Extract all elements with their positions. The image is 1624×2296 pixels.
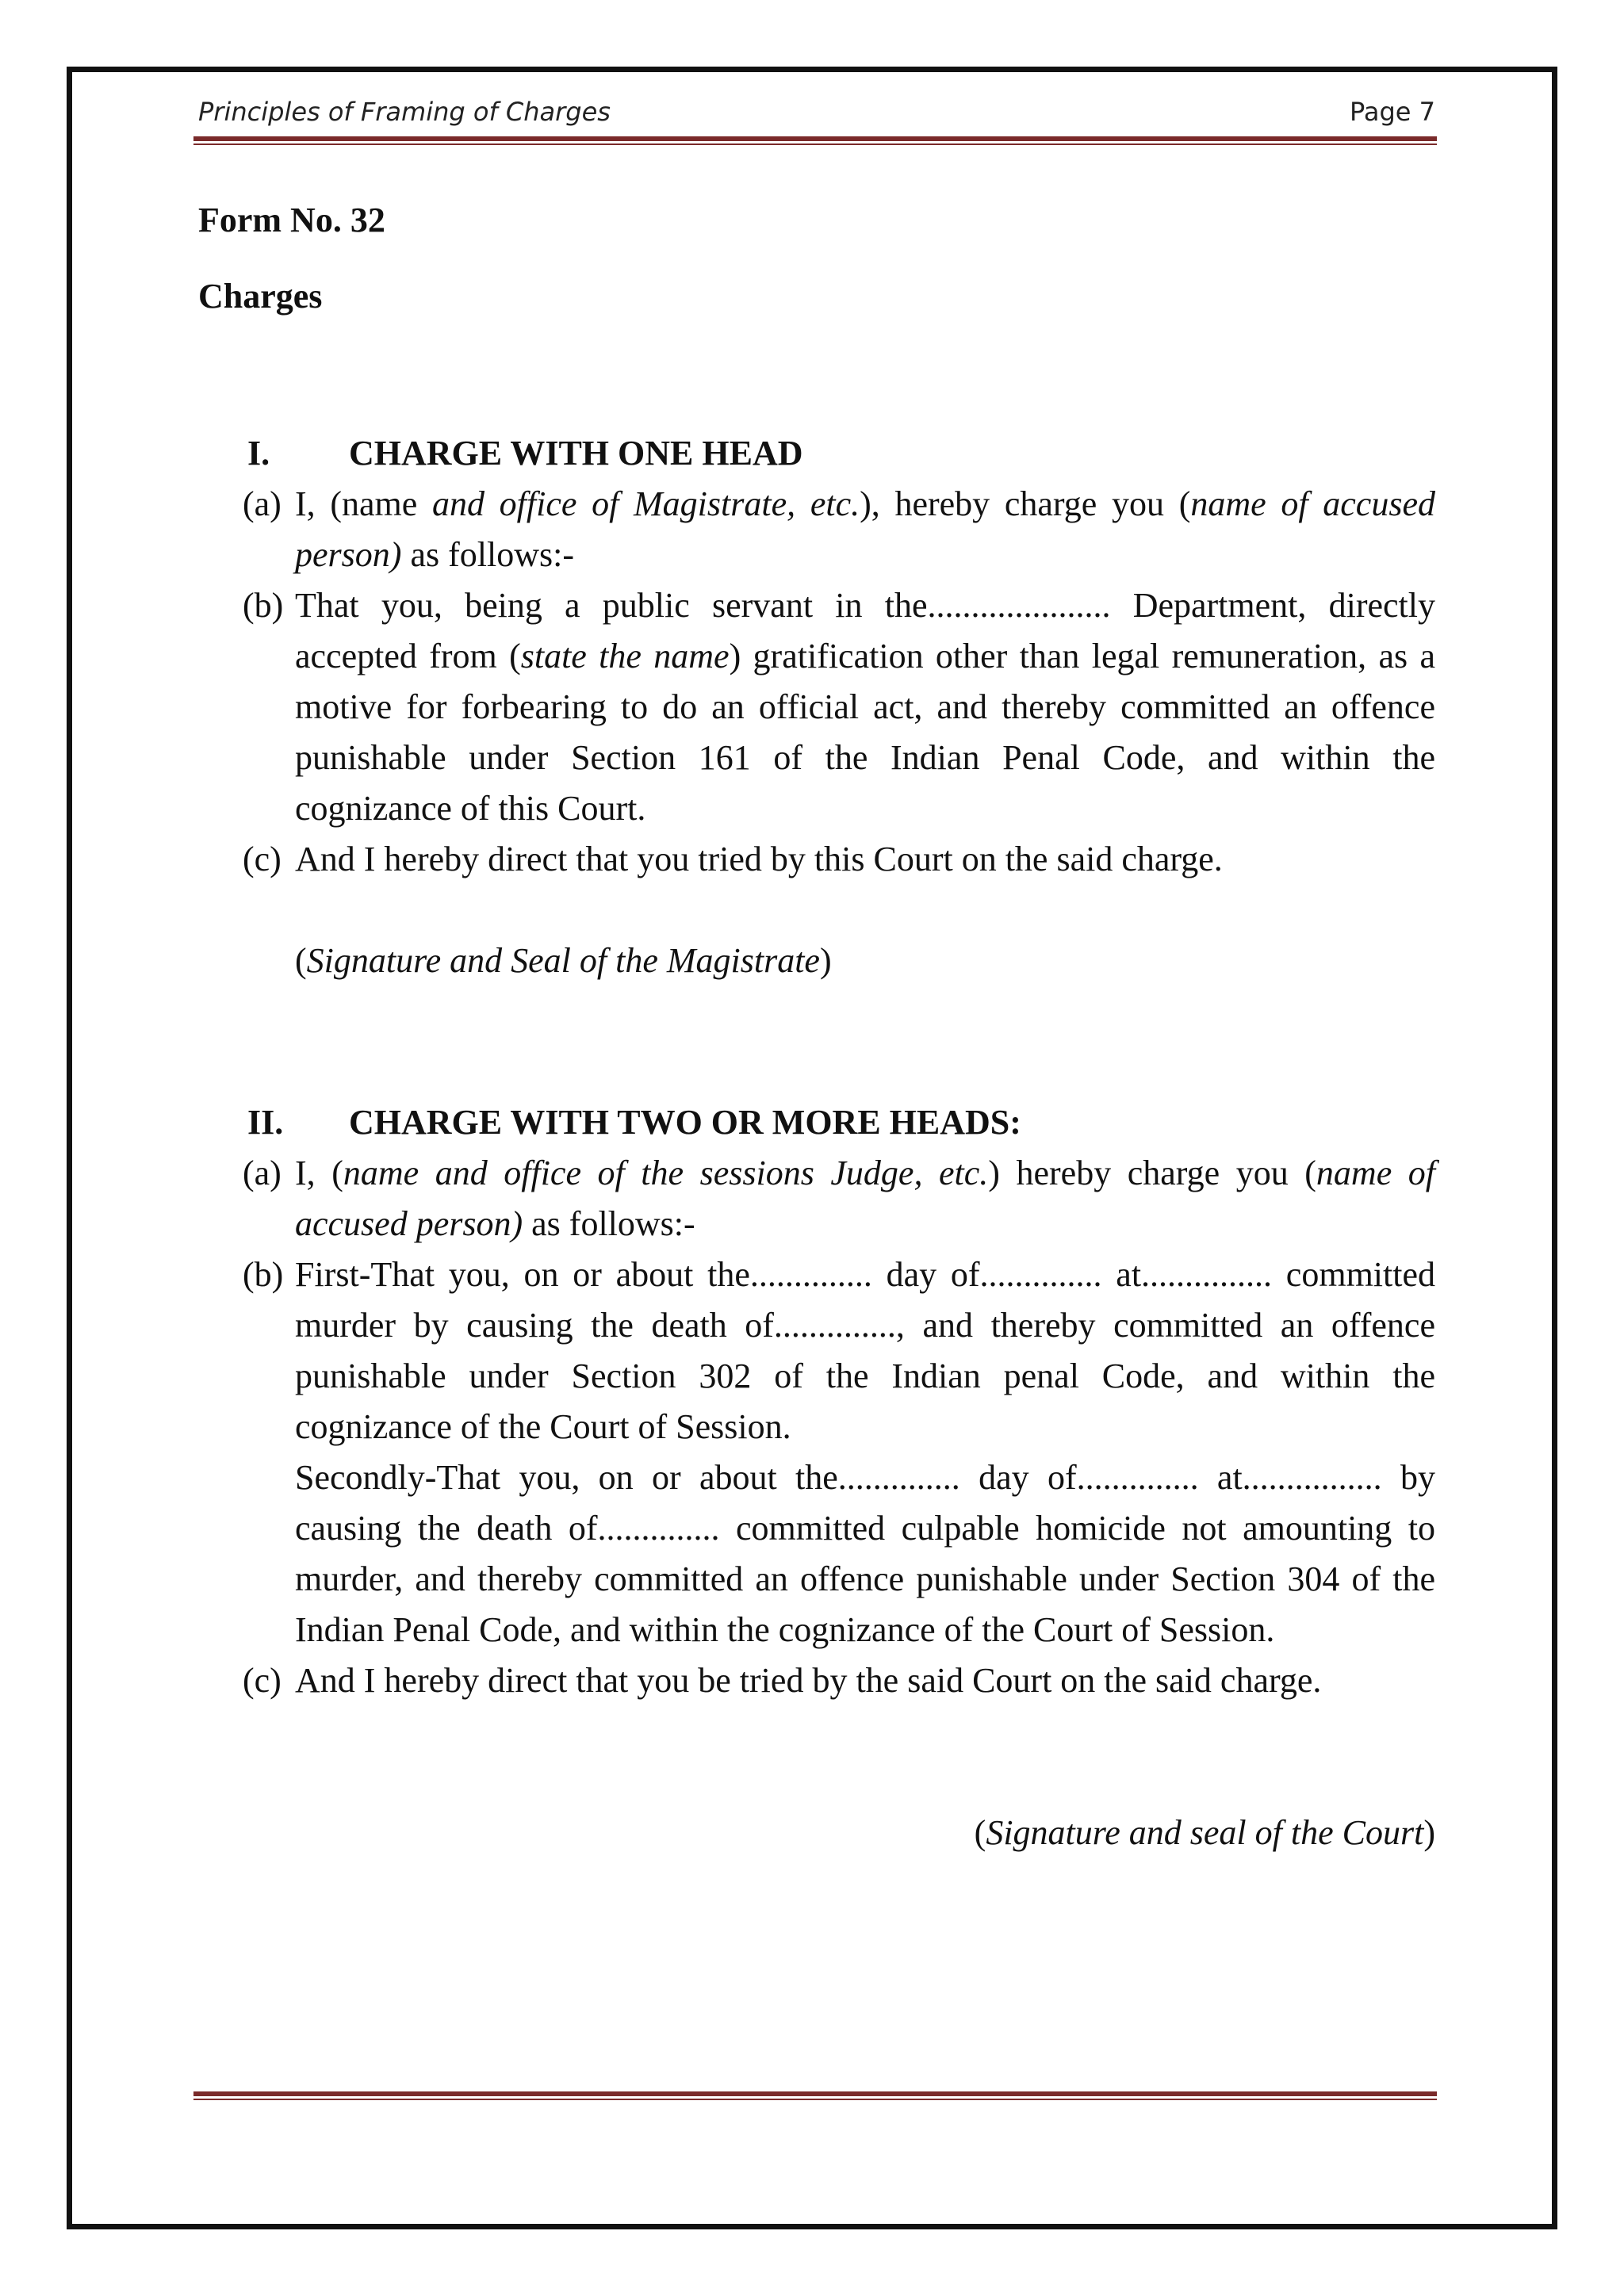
first-head-text: First-That you, on or about the.............. day of.............. at............... committed murder by causing the death of.............., and thereby committed an offence punishable under Section 302 of the Indian penal Code, and within the cognizance of the Court of Session. xyxy=(295,1255,1435,1446)
clause-text: ), hereby charge you ( xyxy=(860,484,1191,523)
clause-label: (c) xyxy=(243,1661,282,1700)
section-title: CHARGE WITH ONE HEAD xyxy=(349,434,803,473)
clause-label: (b) xyxy=(243,586,284,625)
clause-label: (a) xyxy=(243,1154,282,1192)
section-title: CHARGE WITH TWO OR MORE HEADS: xyxy=(349,1103,1021,1142)
clause-c xyxy=(198,834,1435,885)
paren: ) xyxy=(819,941,832,980)
paren: ) xyxy=(1423,1813,1435,1852)
signature-text: Signature and seal of the Court xyxy=(986,1813,1424,1852)
clause-text: ) hereby charge you ( xyxy=(988,1154,1316,1192)
section-heading-one-head xyxy=(198,428,1435,479)
paren: ( xyxy=(295,941,307,980)
clause-text: And I hereby direct that you tried by this Court on the said charge. xyxy=(295,840,1223,878)
section-heading-two-heads xyxy=(198,1097,1435,1148)
form-number-heading: Form No. 32 xyxy=(198,201,385,239)
clause-text: as follows:- xyxy=(401,535,574,574)
clause-label: (c) xyxy=(243,840,282,878)
second-head-text: Secondly-That you, on or about the.............. day of.............. at................ by causing the death of.............. committed culpable homicide not amounting to murder, and thereby committed an offence punishable under Section 304 of the Indian Penal Code, and within the cognizance of the Court of Session. xyxy=(295,1458,1435,1649)
clause-label: (b) xyxy=(243,1255,284,1294)
clause-text-italic: name of accused person) xyxy=(295,1154,1435,1243)
clause-text-italic: and office of Magistrate, etc. xyxy=(431,484,860,523)
clause-b xyxy=(198,1249,1435,1655)
section-number: I. xyxy=(247,434,270,473)
clause-b xyxy=(198,580,1435,834)
clause-text-italic: name of accused person) xyxy=(295,484,1435,574)
signature-text: Signature and Seal of the Magistrate xyxy=(306,941,820,980)
header-rule xyxy=(193,136,1437,145)
clause-text: And I hereby direct that you be tried by the said Court on the said charge. xyxy=(295,1661,1322,1700)
section-number: II. xyxy=(247,1103,284,1142)
paren: ( xyxy=(974,1813,986,1852)
clause-text: That you, being a public servant in the..................... Department, directly accepted from ( xyxy=(295,586,1435,675)
clause-text-italic: state the name xyxy=(520,637,730,675)
magistrate-signature-line xyxy=(198,936,1435,986)
clause-c xyxy=(198,1655,1435,1706)
clause-a xyxy=(198,479,1435,580)
clause-text-italic: name and office of the sessions Judge, etc. xyxy=(343,1154,989,1192)
header-title: Principles of Framing of Charges xyxy=(198,97,611,127)
clause-text: I, ( xyxy=(295,1154,343,1192)
court-signature-line xyxy=(198,1808,1435,1858)
clause-text: I, (name xyxy=(295,484,432,523)
clause-text: as follows:- xyxy=(523,1204,695,1243)
clause-a xyxy=(198,1148,1435,1249)
document-body xyxy=(198,184,1435,1893)
footer-rule xyxy=(193,2091,1437,2100)
charges-heading: Charges xyxy=(198,277,323,316)
clause-label: (a) xyxy=(243,484,282,523)
running-header xyxy=(198,94,1435,133)
clause-text: ) gratification other than legal remuneration, as a motive for forbearing to do an official act, and thereby committed an offence punishable under Section 161 of the Indian Penal Code, and within the cognizance of this Court. xyxy=(295,637,1435,828)
page-number: Page 7 xyxy=(1350,97,1435,127)
